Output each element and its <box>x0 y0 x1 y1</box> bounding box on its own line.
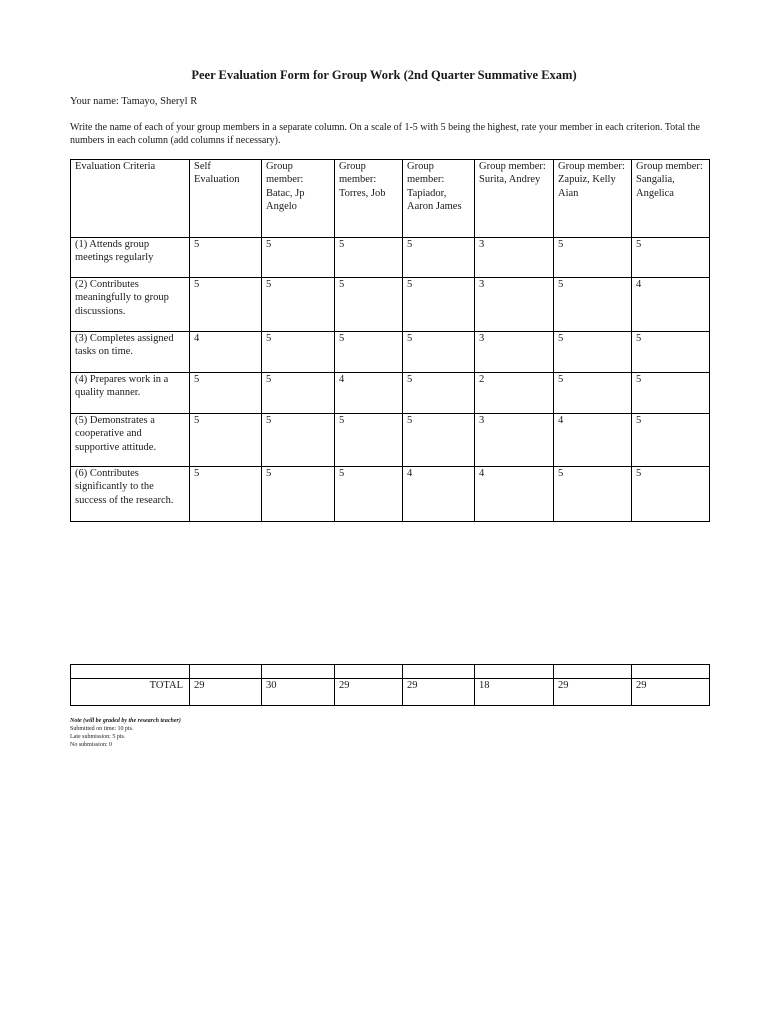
score-cell: 3 <box>475 238 554 278</box>
header-cell: Group member: Batac, Jp Angelo <box>262 160 335 238</box>
score-cell: 5 <box>262 467 335 522</box>
score-cell: 5 <box>403 332 475 373</box>
score-cell: 5 <box>554 278 632 332</box>
score-cell: 5 <box>554 332 632 373</box>
blank-cell <box>262 665 335 679</box>
score-cell: 4 <box>403 467 475 522</box>
instructions-paragraph: Write the name of each of your group members in a separate column. On a scale of 1-5 with 5 being the highest, rate your member in each criterion. Total the numbers in each column (add columns if necessary). <box>70 122 700 146</box>
score-cell: 5 <box>335 467 403 522</box>
total-cell: 29 <box>554 679 632 706</box>
blank-row <box>71 665 710 679</box>
total-cell: 29 <box>190 679 262 706</box>
score-cell: 3 <box>475 278 554 332</box>
total-cell: 29 <box>403 679 475 706</box>
score-cell: 5 <box>632 238 710 278</box>
score-cell: 3 <box>475 332 554 373</box>
score-cell: 5 <box>190 373 262 414</box>
table-row <box>71 373 710 414</box>
criterion-cell: (1) Attends group meetings regularly <box>71 238 190 278</box>
criterion-cell: (3) Completes assigned tasks on time. <box>71 332 190 373</box>
header-cell: Self Evaluation <box>190 160 262 238</box>
note-line: Late submission: 5 pts. <box>70 734 126 740</box>
score-cell: 5 <box>632 373 710 414</box>
score-cell: 5 <box>632 414 710 467</box>
score-cell: 5 <box>335 238 403 278</box>
score-cell: 4 <box>632 278 710 332</box>
score-cell: 3 <box>475 414 554 467</box>
header-cell: Group member: Sangalia, Angelica <box>632 160 710 238</box>
score-cell: 5 <box>262 373 335 414</box>
form-title: Peer Evaluation Form for Group Work (2nd Quarter Summative Exam) <box>191 68 577 82</box>
note-title: Note (will be graded by the research teacher) <box>70 718 181 724</box>
score-cell: 5 <box>632 332 710 373</box>
score-cell: 5 <box>403 278 475 332</box>
header-cell: Group member: Surita, Andrey <box>475 160 554 238</box>
score-cell: 5 <box>554 467 632 522</box>
table-row <box>71 467 710 522</box>
score-cell: 4 <box>475 467 554 522</box>
criterion-cell: (5) Demonstrates a cooperative and supportive attitude. <box>71 414 190 467</box>
score-cell: 5 <box>190 278 262 332</box>
criterion-cell: (6) Contributes significantly to the success of the research. <box>71 467 190 522</box>
score-cell: 5 <box>403 414 475 467</box>
blank-cell <box>335 665 403 679</box>
table-row <box>71 238 710 278</box>
header-row <box>71 160 710 238</box>
total-cell: 18 <box>475 679 554 706</box>
table-row <box>71 278 710 332</box>
score-cell: 5 <box>190 467 262 522</box>
score-cell: 5 <box>190 414 262 467</box>
note-line: No submission: 0 <box>70 742 113 748</box>
criterion-cell: (4) Prepares work in a quality manner. <box>71 373 190 414</box>
score-cell: 4 <box>335 373 403 414</box>
blank-cell <box>475 665 554 679</box>
evaluation-table <box>70 159 710 522</box>
score-cell: 5 <box>554 238 632 278</box>
header-cell: Group member: Tapiador, Aaron James <box>403 160 475 238</box>
your-name-line: Your name: Tamayo, Sheryl R <box>70 96 198 107</box>
blank-cell <box>71 665 190 679</box>
table-row <box>71 332 710 373</box>
table-row <box>71 414 710 467</box>
header-cell: Group member: Zapuiz, Kelly Aian <box>554 160 632 238</box>
score-cell: 5 <box>632 467 710 522</box>
score-cell: 4 <box>190 332 262 373</box>
blank-cell <box>554 665 632 679</box>
criterion-cell: (2) Contributes meaningfully to group discussions. <box>71 278 190 332</box>
score-cell: 4 <box>554 414 632 467</box>
score-cell: 5 <box>403 238 475 278</box>
score-cell: 5 <box>403 373 475 414</box>
header-cell: Group member: Torres, Job <box>335 160 403 238</box>
grading-note <box>70 717 181 749</box>
score-cell: 5 <box>335 278 403 332</box>
blank-cell <box>632 665 710 679</box>
score-cell: 5 <box>262 414 335 467</box>
score-cell: 5 <box>262 278 335 332</box>
score-cell: 2 <box>475 373 554 414</box>
score-cell: 5 <box>335 332 403 373</box>
header-cell: Evaluation Criteria <box>71 160 190 238</box>
score-cell: 5 <box>335 414 403 467</box>
total-cell: 30 <box>262 679 335 706</box>
total-label: TOTAL <box>71 679 190 706</box>
total-cell: 29 <box>335 679 403 706</box>
note-line: Submitted on time: 10 pts. <box>70 726 134 732</box>
totals-table <box>70 664 710 706</box>
blank-cell <box>190 665 262 679</box>
score-cell: 5 <box>262 332 335 373</box>
total-row <box>71 679 710 706</box>
total-cell: 29 <box>632 679 710 706</box>
score-cell: 5 <box>190 238 262 278</box>
score-cell: 5 <box>554 373 632 414</box>
blank-cell <box>403 665 475 679</box>
score-cell: 5 <box>262 238 335 278</box>
